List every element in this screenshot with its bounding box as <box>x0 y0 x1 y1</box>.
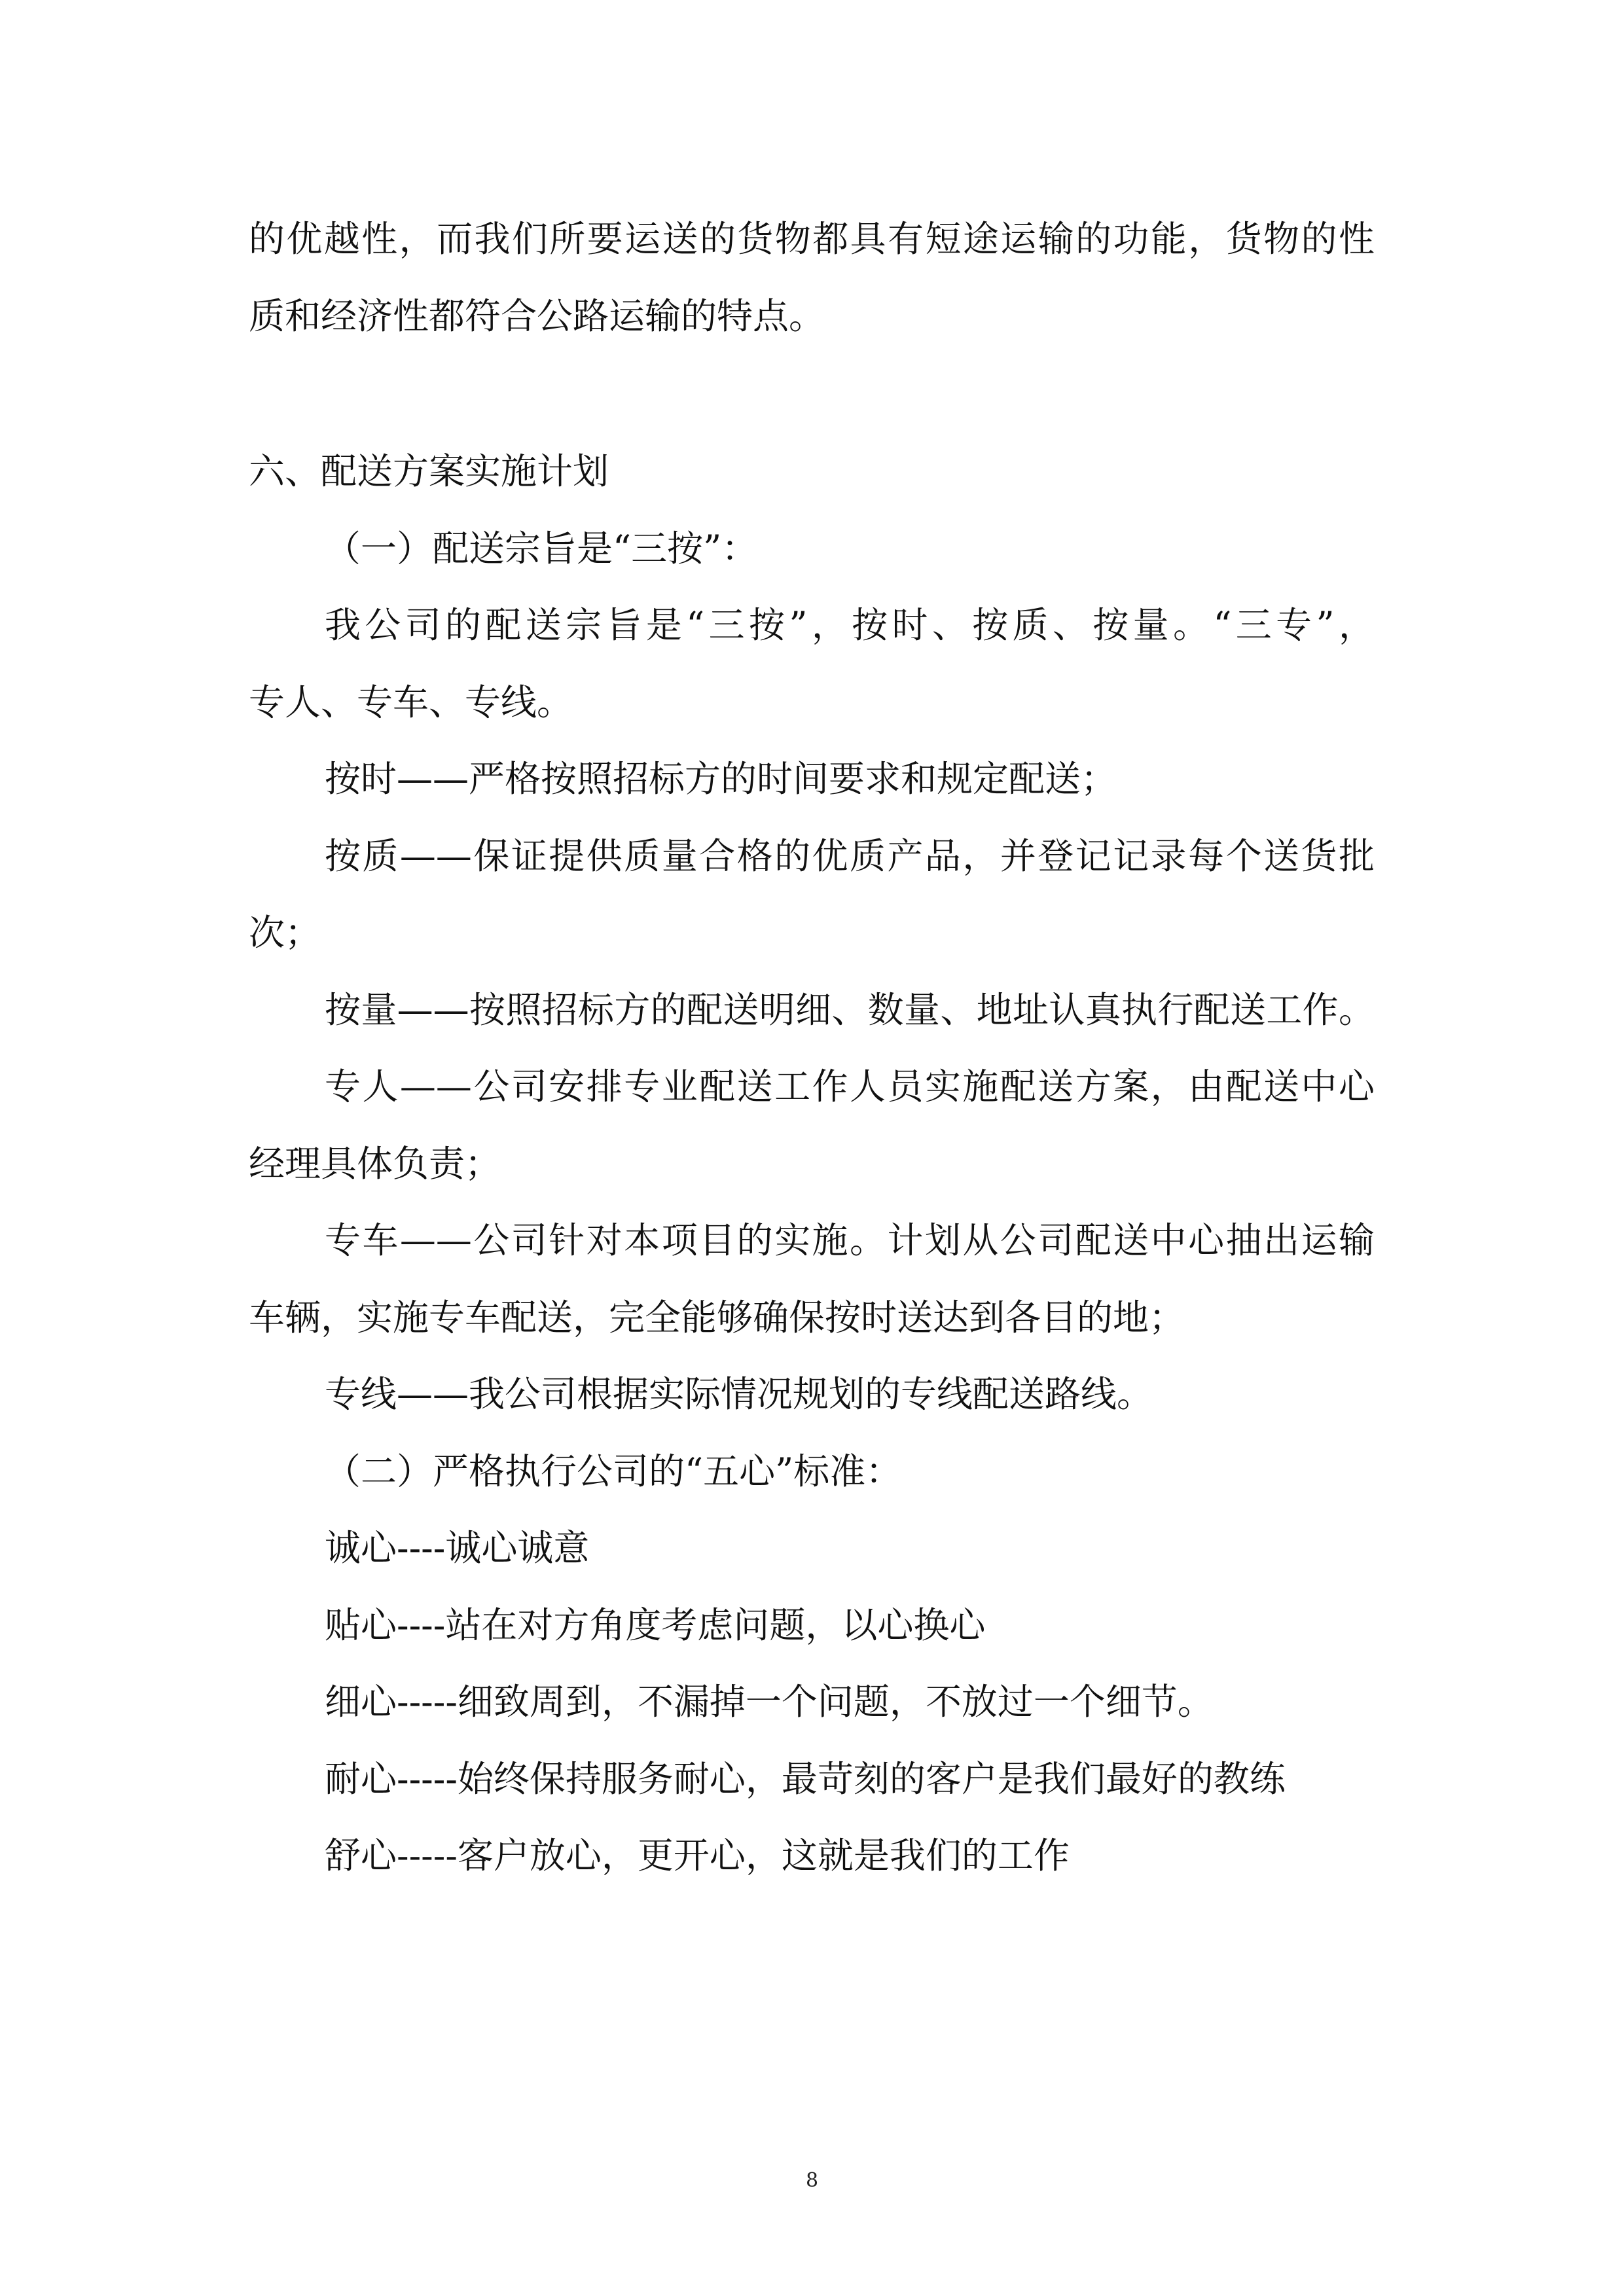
list-item: 细心-----细致周到，不漏掉一个问题，不放过一个细节。 <box>325 1681 1214 1723</box>
list-item: 按量——按照招标方的配送明细、数量、地址认真执行配送工作。 <box>325 989 1375 1031</box>
subsection-heading: （一）配送宗旨是“三按”： <box>325 528 758 569</box>
list-item: 按时——严格按照招标方的时间要求和规定配送； <box>325 758 1117 800</box>
list-item: 专车——公司针对本项目的实施。计划从公司配送中心抽出运输 <box>325 1219 1375 1261</box>
paragraph-line: 的优越性，而我们所要运送的货物都具有短途运输的功能，货物的性 <box>249 218 1375 260</box>
subsection-heading: （二）严格执行公司的“五心”标准： <box>325 1450 902 1492</box>
list-item: 舒心-----客户放心，更开心，这就是我们的工作 <box>325 1835 1070 1876</box>
list-item: 诚心----诚心诚意 <box>325 1527 590 1569</box>
section-heading: 六、配送方案实施计划 <box>249 450 609 492</box>
list-item: 专人——公司安排专业配送工作人员实施配送方案，由配送中心 <box>325 1066 1375 1107</box>
page-number: 8 <box>805 2169 819 2192</box>
paragraph-line: 专人、专车、专线。 <box>249 681 573 723</box>
list-item: 专线——我公司根据实际情况规划的专线配送路线。 <box>325 1373 1153 1415</box>
list-item: 贴心----站在对方角度考虑问题，以心换心 <box>325 1604 986 1646</box>
list-item: 按质——保证提供质量合格的优质产品，并登记记录每个送货批 <box>325 835 1375 877</box>
list-item: 耐心-----始终保持服务耐心，最苛刻的客户是我们最好的教练 <box>325 1758 1286 1800</box>
list-item-continuation: 经理具体负责； <box>249 1143 501 1185</box>
paragraph-line: 质和经济性都符合公路运输的特点。 <box>249 295 825 337</box>
list-item-continuation: 车辆，实施专车配送，完全能够确保按时送达到各目的地； <box>249 1297 1185 1338</box>
paragraph-line: 我公司的配送宗旨是“三按”，按时、按质、按量。“三专”， <box>325 604 1375 646</box>
list-item-continuation: 次； <box>249 912 321 954</box>
